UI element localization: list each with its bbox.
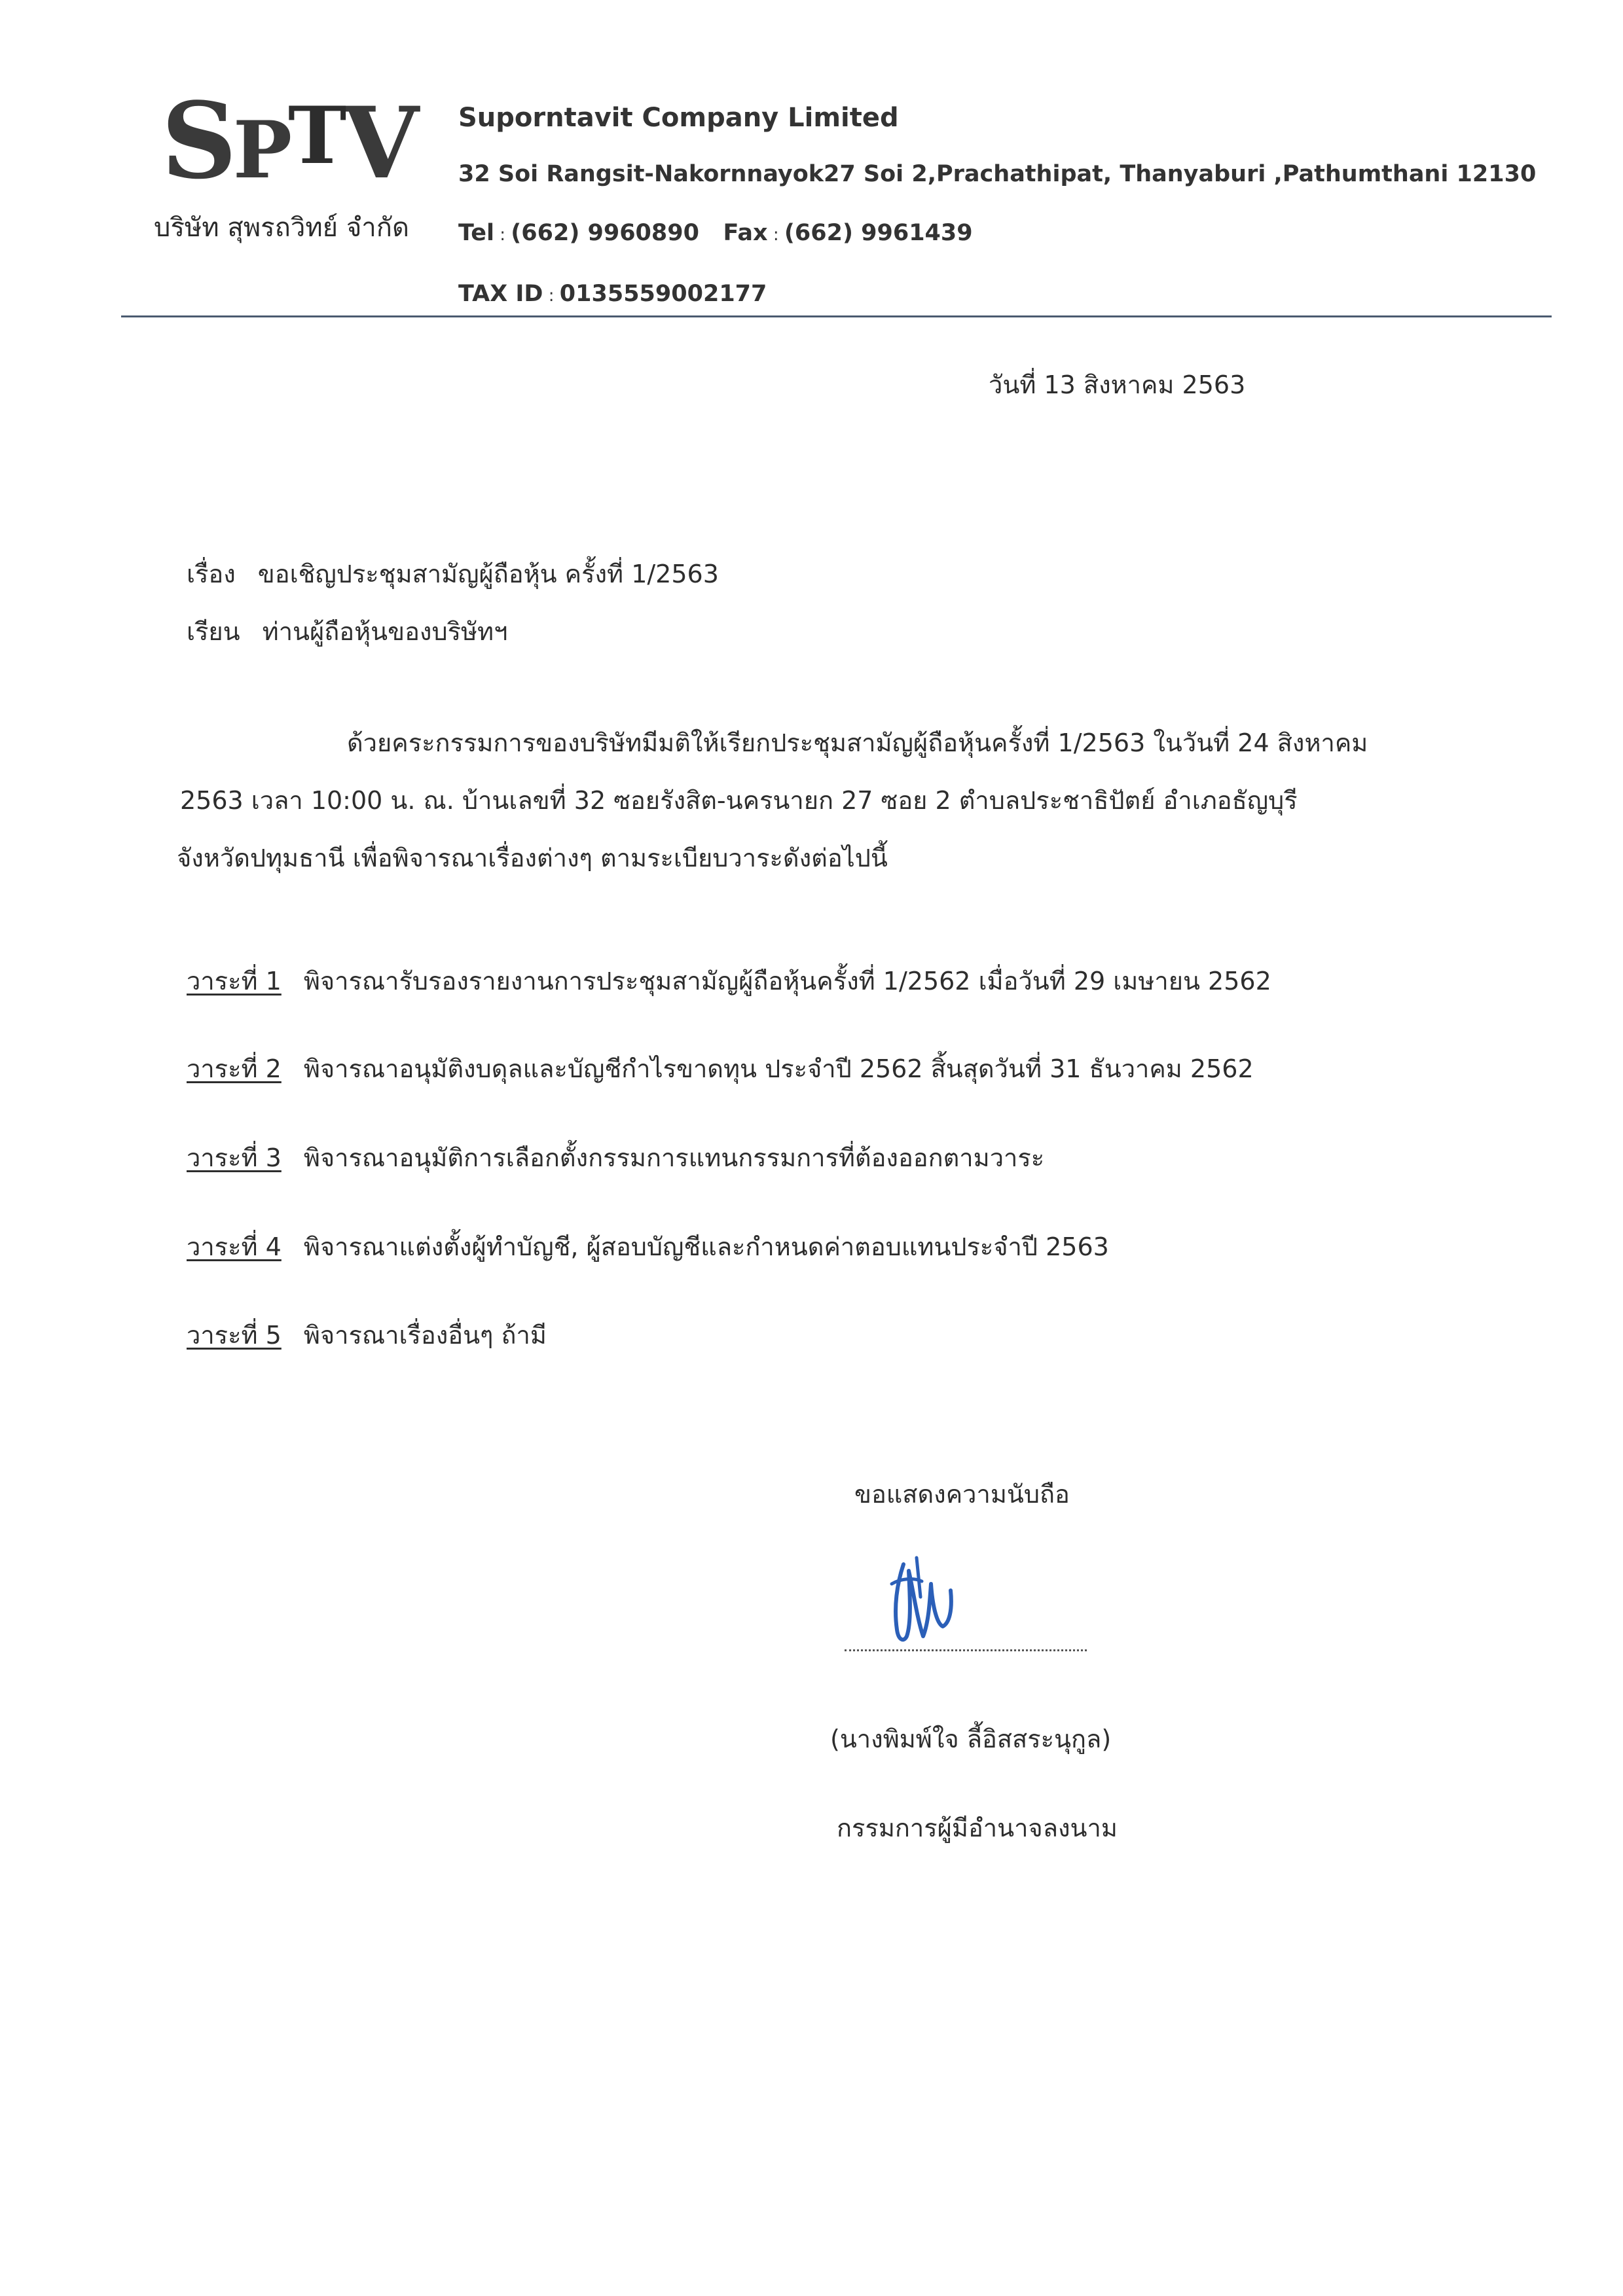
recipient-text: ท่านผู้ถือหุ้นของบริษัทฯ: [262, 617, 508, 646]
company-phone-fax: [458, 213, 1536, 255]
agenda-label-2: วาระที่ 2: [187, 1054, 282, 1083]
body-line-3: จังหวัดปทุมธานี เพื่อพิจารณาเรื่องต่างๆ ตามระเบียบวาระดังต่อไปนี้: [177, 844, 888, 872]
letter-date: วันที่ 13 สิงหาคม 2563: [989, 370, 1246, 399]
letterhead-divider: [121, 315, 1552, 317]
agenda-item-1: [187, 965, 1271, 997]
subject-text: ขอเชิญประชุมสามัญผู้ถือหุ้น ครั้งที่ 1/2563: [257, 560, 719, 588]
logo-thai-name: บริษัท สุพรถวิทย์ จำกัด: [154, 213, 409, 243]
signature-dotted-line: [845, 1649, 1087, 1651]
agenda-item-5: [187, 1319, 547, 1352]
agenda-label-4: วาระที่ 4: [187, 1232, 282, 1261]
fax-label: Fax: [723, 220, 768, 246]
agenda-text-3: พิจารณาอนุมัติการเลือกตั้งกรรมการแทนกรรมการที่ต้องออกตามวาระ: [303, 1143, 1045, 1172]
tax-value: 0135559002177: [559, 281, 767, 307]
company-address: 32 Soi Rangsit-Nakornnayok27 Soi 2,Prachathipat, Thanyaburi ,Pathumthani 12130: [458, 161, 1537, 187]
handwritten-signature: [877, 1545, 976, 1649]
agenda-label-5: วาระที่ 5: [187, 1321, 282, 1350]
company-tax-id: [458, 274, 1536, 315]
signer-name: (นางพิมพ์ใจ ลี้อิสสระนุกูล): [830, 1725, 1112, 1753]
tel-value: (662) 9960890: [511, 220, 699, 246]
tax-sep: :: [543, 286, 560, 306]
agenda-item-2: [187, 1052, 1254, 1085]
body-line-2: 2563 เวลา 10:00 น. ณ. บ้านเลขที่ 32 ซอยรังสิต-นครนายก 27 ซอย 2 ตำบลประชาธิปัตย์ อำเภอธัญบุรี: [180, 786, 1298, 815]
tel-label: Tel: [458, 220, 494, 246]
company-name: Suporntavit Company Limited: [458, 103, 899, 133]
fax-value: (662) 9961439: [784, 220, 973, 246]
recipient-line: [187, 615, 507, 648]
logo-mark: SPTV: [161, 79, 415, 202]
tel-sep: :: [494, 225, 511, 245]
agenda-text-5: พิจารณาเรื่องอื่นๆ ถ้ามี: [303, 1321, 547, 1350]
agenda-text-2: พิจารณาอนุมัติงบดุลและบัญชีกำไรขาดทุน ประจำปี 2562 สิ้นสุดวันที่ 31 ธันวาคม 2562: [303, 1054, 1254, 1083]
company-info: [458, 98, 1536, 335]
agenda-item-3: [187, 1141, 1044, 1174]
signer-title: กรรมการผู้มีอำนาจลงนาม: [837, 1814, 1118, 1842]
agenda-text-4: พิจารณาแต่งตั้งผู้ทำบัญชี, ผู้สอบบัญชีและกำหนดค่าตอบแทนประจำปี 2563: [303, 1232, 1109, 1261]
closing-text: ขอแสดงความนับถือ: [854, 1480, 1070, 1509]
body-line-1: ด้วยคระกรรมการของบริษัทมีมติให้เรียกประชุมสามัญผู้ถือหุ้นครั้งที่ 1/2563 ในวันที่ 24 สิงหาคม: [347, 728, 1368, 757]
subject-label: เรื่อง: [187, 560, 236, 588]
tax-label: TAX ID: [458, 281, 543, 307]
agenda-label-3: วาระที่ 3: [187, 1143, 282, 1172]
agenda-label-1: วาระที่ 1: [187, 967, 282, 996]
fax-sep: :: [767, 225, 784, 245]
recipient-label: เรียน: [187, 617, 240, 646]
agenda-item-4: [187, 1230, 1109, 1263]
agenda-text-1: พิจารณารับรองรายงานการประชุมสามัญผู้ถือหุ้นครั้งที่ 1/2562 เมื่อวันที่ 29 เมษายน 2562: [303, 967, 1271, 996]
company-logo: [131, 79, 432, 248]
subject-line: [187, 558, 719, 590]
